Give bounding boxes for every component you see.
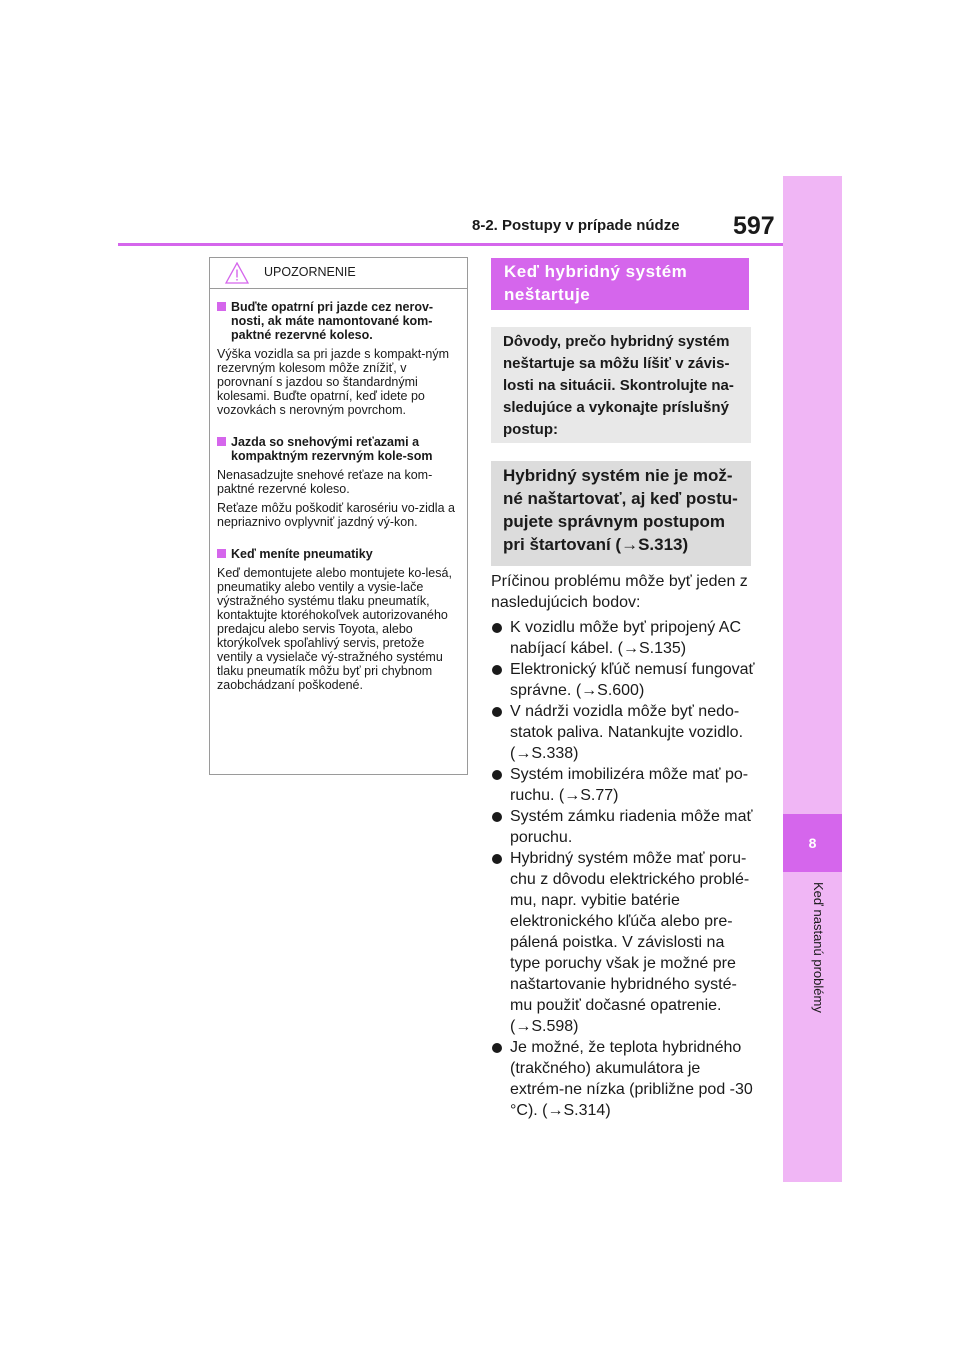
section-title: 8-2. Postupy v prípade núdze xyxy=(472,217,680,234)
square-bullet-icon xyxy=(217,437,226,446)
bullet-icon xyxy=(492,854,502,864)
warning-paragraph: Keď demontujete alebo montujete ko-lesá, pneumatiky alebo ventily a vysie-lače výstražného systému tlaku pneumatík, kontaktujte ktoréhokoľvek autorizovaného predajcu alebo servis Toyota, alebo ktorýkoľvek spoľahlivý servis, pretože ventily a vysielače vý-stražného systému tlaku pneumatík môžu byť pri chybnom zaobchádzaní poškodené. xyxy=(217,566,452,692)
bullet-icon xyxy=(492,707,502,717)
note-box: Dôvody, prečo hybridný systém neštartuje sa môžu líšiť v závis-losti na situácii. Skontrolujte na-sledujúce a vykonajte príslušný postup: xyxy=(491,327,751,443)
warning-title: UPOZORNENIE xyxy=(264,265,356,279)
square-bullet-icon xyxy=(217,549,226,558)
warning-section-heading: Keď meníte pneumatiky xyxy=(217,547,461,561)
bullet-icon xyxy=(492,770,502,780)
header-divider xyxy=(118,243,783,246)
subheading-box: Hybridný systém nie je mož-né naštartovať, aj keď postu-pujete správnym postupom pri štartovaní (→S.313) xyxy=(491,461,751,566)
warning-section-heading: Buďte opatrní pri jazde cez nerov-nosti, ak máte namontované kom-paktné rezervné koleso. xyxy=(217,300,461,342)
intro-paragraph: Príčinou problému môže byť jeden z nasledujúcich bodov: xyxy=(491,573,748,611)
warning-paragraph: Reťaze môžu poškodiť karosériu vo-zidla a nepriaznivo ovplyvniť jazdný vý-kon. xyxy=(217,501,455,529)
list-item: Systém zámku riadenia môže mať poruchu. xyxy=(491,806,757,848)
warning-paragraph: Výška vozidla sa pri jazde s kompakt-ným rezervným kolesom môže znížiť, v porovnaní s jazdou so štandardnými kolesami. Buďte opatrní, keď idete po vozovkách s nerovným povrchom. xyxy=(217,347,450,417)
list-item: Je možné, že teplota hybridného (trakčného) akumulátora je extrém-ne nízka (približne pod -30 °C). (→S.314) xyxy=(491,1037,757,1121)
bullet-icon xyxy=(492,1043,502,1053)
bullet-icon xyxy=(492,812,502,822)
warning-box xyxy=(209,257,468,775)
list-item: V nádrži vozidla môže byť nedo-statok paliva. Natankujte vozidlo. (→S.338) xyxy=(491,701,757,764)
main-heading: Keď hybridný systém neštartuje xyxy=(491,258,749,310)
list-item: Elektronický kľúč nemusí fungovať správne. (→S.600) xyxy=(491,659,757,701)
square-bullet-icon xyxy=(217,302,226,311)
warning-triangle-icon xyxy=(225,262,249,284)
chapter-label: Keď nastanú problémy xyxy=(811,882,826,1013)
list-item: Systém imobilizéra môže mať po-ruchu. (→S.77) xyxy=(491,764,757,806)
list-item: K vozidlu môže byť pripojený AC nabíjací kábel. (→S.135) xyxy=(491,617,757,659)
chapter-number-tab[interactable]: 8 xyxy=(783,814,842,872)
warning-header xyxy=(210,258,467,289)
warning-section-heading: Jazda so snehovými reťazami a kompaktným rezervným kole-som xyxy=(217,435,461,463)
list-item: Hybridný systém môže mať poru-chu z dôvodu elektrického problé-mu, napr. vybitie batérie elektronického kľúča alebo pre-pálená poistka. V závislosti na type poruchy však je možné pre naštartovanie hybridného systé-mu použiť dočasné opatrenie. (→S.598) xyxy=(491,848,757,1037)
bullet-icon xyxy=(492,665,502,675)
warning-paragraph: Nenasadzujte snehové reťaze na kom-paktné rezervné koleso. xyxy=(217,468,433,496)
bullet-icon xyxy=(492,623,502,633)
body-text xyxy=(491,571,757,1121)
page-number: 597 xyxy=(733,212,775,240)
